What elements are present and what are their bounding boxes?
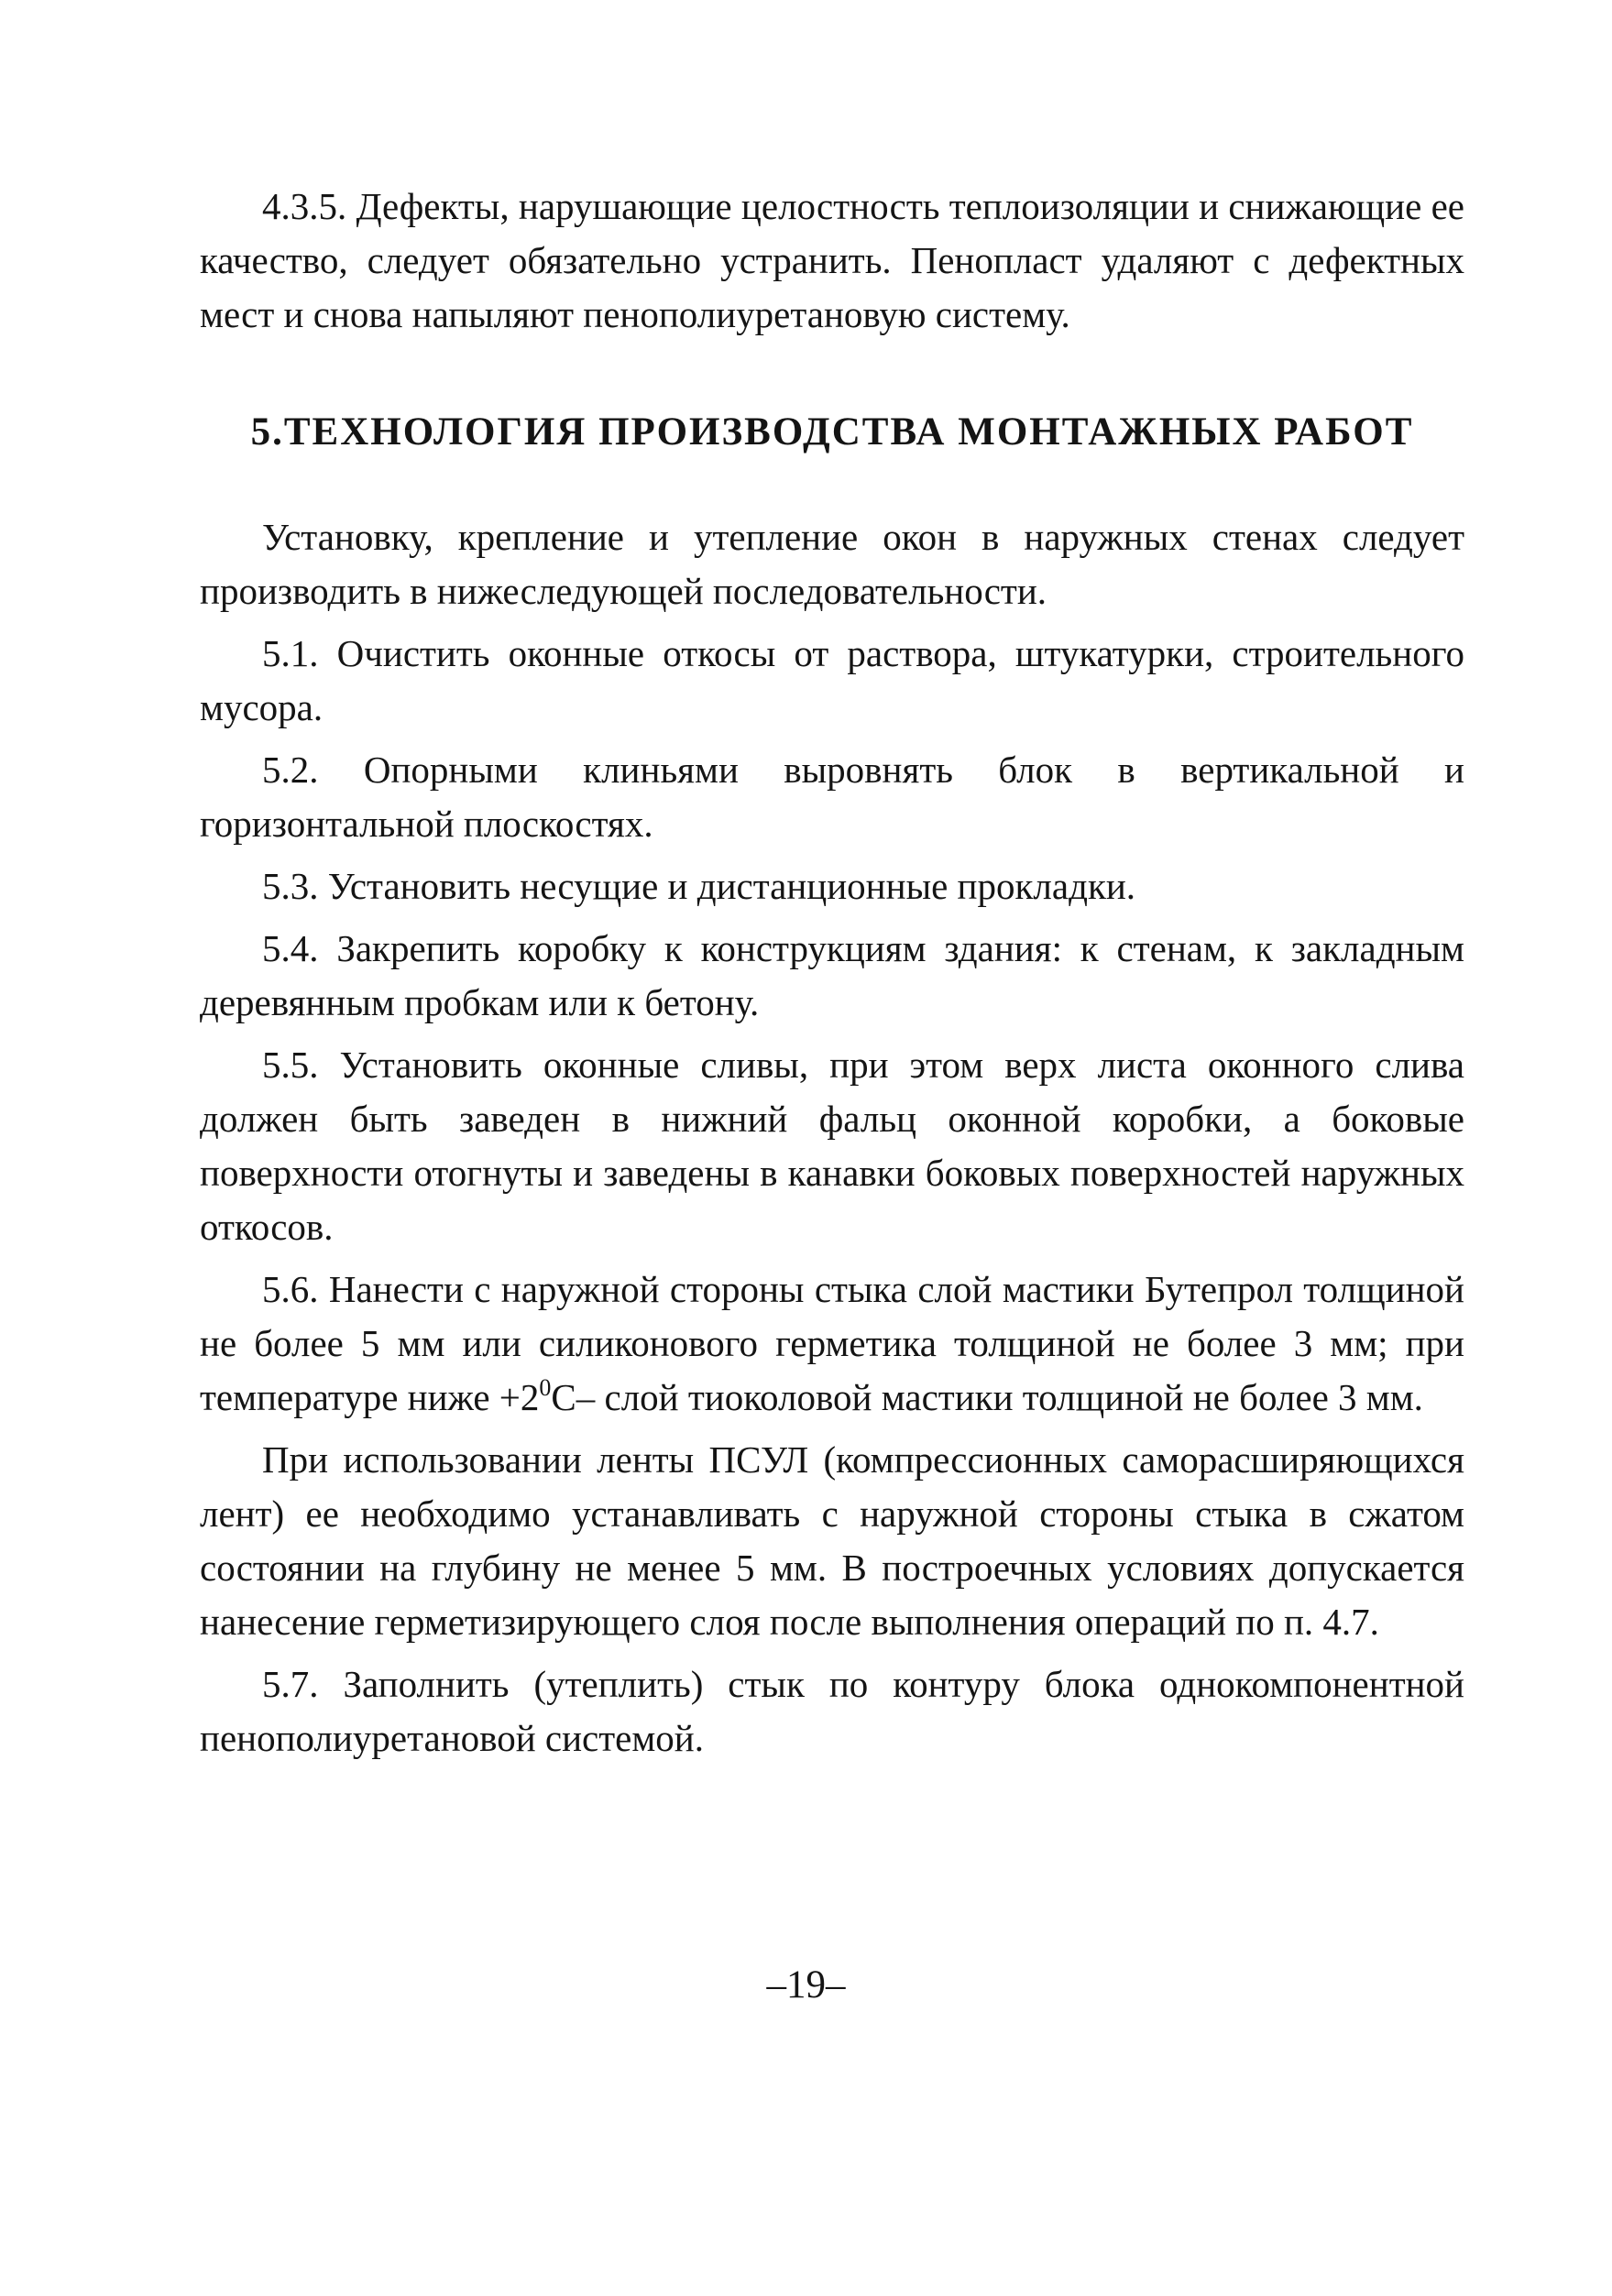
- paragraph-psul: При использовании ленты ПСУЛ (компрессионных саморасширяющихся лент) ее необходимо устанавливать с наружной стороны стыка в сжатом состоянии на глубину не менее 5 мм. В построечных условиях допускается нанесение герметизирующего слоя после выполнения операций по п. 4.7.: [200, 1438, 1464, 1643]
- section-title: 5.ТЕХНОЛОГИЯ ПРОИЗВОДСТВА МОНТАЖНЫХ РАБОТ: [250, 410, 1414, 454]
- document-page: [200, 180, 1464, 1766]
- paragraph-5-6-text-after: С– слой тиоколовой мастики толщиной не более 3 мм.: [551, 1376, 1423, 1418]
- paragraph-5-7: 5.7. Заполнить (утеплить) стык по контуру блока однокомпонентной пенополиуретановой системой.: [200, 1663, 1464, 1759]
- paragraph-intro: Установку, крепление и утепление окон в наружных стенах следует производить в нижеследующей последовательности.: [200, 516, 1464, 612]
- degree-superscript: 0: [539, 1374, 552, 1401]
- paragraph-5-5: 5.5. Установить оконные сливы, при этом верх листа оконного слива должен быть заведен в нижний фальц оконной коробки, а боковые поверхности отогнуты и заведены в канавки боковых поверхностей наружных откосов.: [200, 1044, 1464, 1248]
- paragraph-5-6: [200, 1263, 1464, 1425]
- paragraph-5-1: 5.1. Очистить оконные откосы от раствора, штукатурки, строительного мусора.: [200, 632, 1464, 728]
- paragraph-4-3-5: 4.3.5. Дефекты, нарушающие целостность теплоизоляции и снижающие ее качество, следует обязательно устранить. Пенопласт удаляют с дефектных мест и снова напыляют пенополиуретановую систему.: [200, 185, 1464, 335]
- paragraph-5-2: 5.2. Опорными клиньями выровнять блок в вертикальной и горизонтальной плоскостях.: [200, 749, 1464, 845]
- paragraph-5-4: 5.4. Закрепить коробку к конструкциям здания: к стенам, к закладным деревянным пробкам или к бетону.: [200, 927, 1464, 1023]
- page-number: –19–: [766, 1963, 846, 2006]
- paragraph-5-6-text-before: 5.6. Нанести с наружной стороны стыка слой мастики Бутепрол толщиной не более 5 мм или силиконового герметика толщиной не более 3 мм; при температуре ниже +2: [200, 1268, 1464, 1418]
- paragraph-5-3: 5.3. Установить несущие и дистанционные прокладки.: [262, 865, 1136, 907]
